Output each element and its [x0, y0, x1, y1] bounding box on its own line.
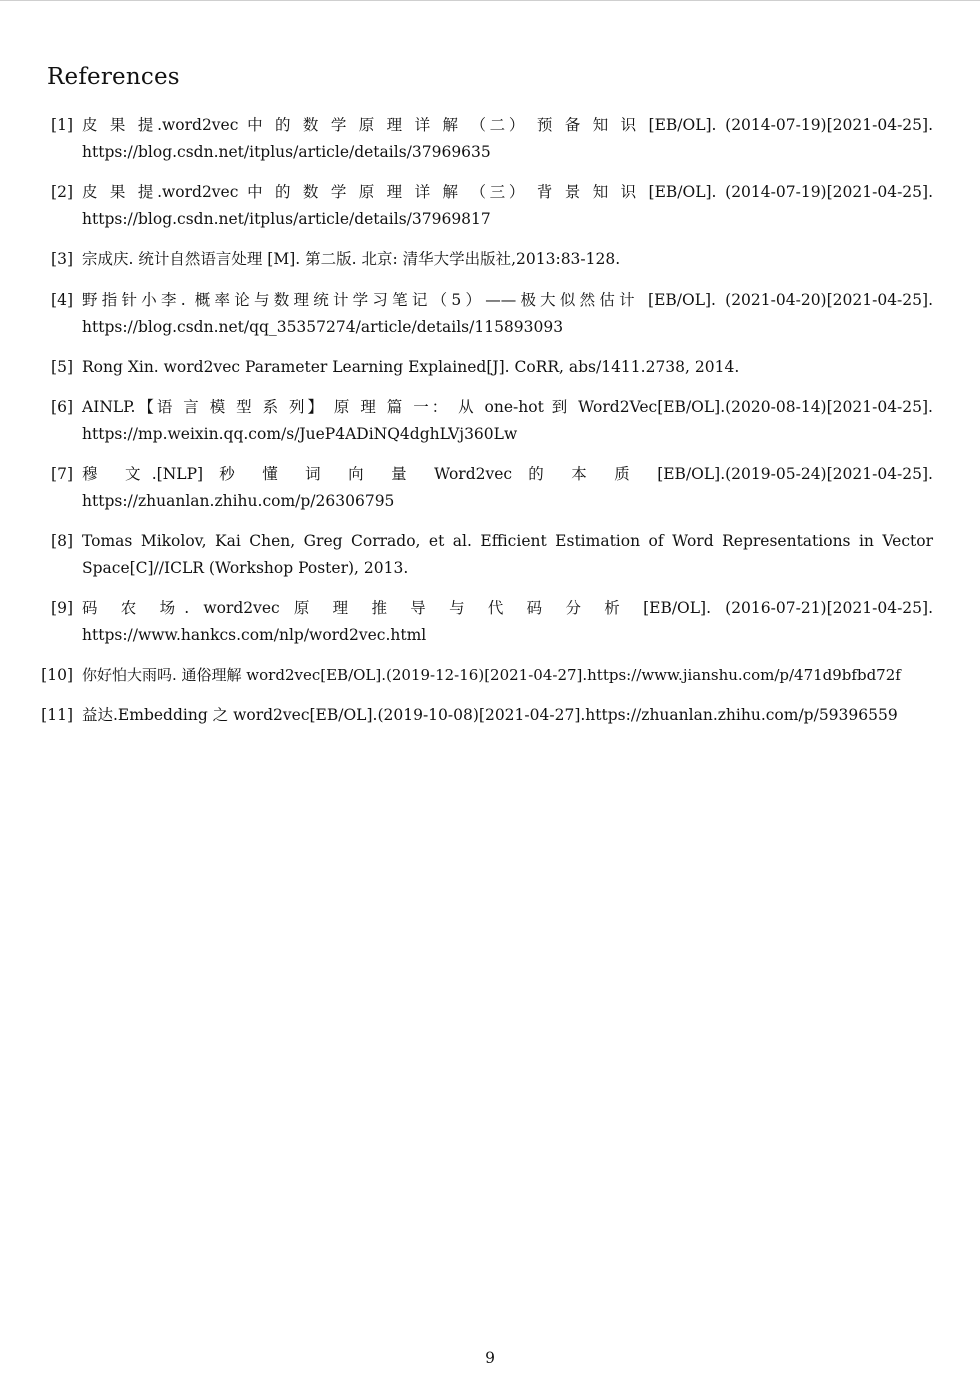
- reference-number: [2]: [51, 183, 73, 201]
- reference-number: [6]: [51, 398, 73, 416]
- reference-number: [9]: [51, 599, 73, 617]
- reference-text-line: Rong Xin. word2vec Parameter Learning Explained[J]. CoRR, abs/1411.2738, 2014.: [82, 358, 740, 376]
- reference-text-line: 野指针小李. 概率论与数理统计学习笔记（5）——极大似然估计 [EB/OL]. (2021-04-20)[2021-04-25].: [82, 291, 933, 309]
- reference-number: [1]: [51, 116, 73, 134]
- page-number: 9: [485, 1349, 495, 1367]
- reference-text-line: 你好怕大雨吗. 通俗理解 word2vec[EB/OL].(2019-12-16)[2021-04-27].https://www.jianshu.com/p/471d9bfbd72f: [82, 666, 901, 684]
- reference-number: [5]: [51, 358, 73, 376]
- reference-url[interactable]: https://zhuanlan.zhihu.com/p/26306795: [82, 492, 395, 510]
- reference-text-line: 码 农 场. word2vec 原 理 推 导 与 代 码 分 析 [EB/OL]. (2016-07-21)[2021-04-25].: [82, 599, 933, 617]
- reference-number: [4]: [51, 291, 73, 309]
- reference-text-line: 皮 果 提.word2vec 中 的 数 学 原 理 详 解 （二） 预 备 知 识 [EB/OL]. (2014-07-19)[2021-04-25].: [82, 116, 933, 134]
- reference-number: [8]: [51, 532, 73, 550]
- reference-text-line: Space[C]//ICLR (Workshop Poster), 2013.: [82, 559, 409, 577]
- reference-number: [3]: [51, 250, 73, 268]
- reference-text-line: AINLP.【语 言 模 型 系 列】 原 理 篇 一： 从 one-hot 到 Word2Vec[EB/OL].(2020-08-14)[2021-04-25].: [82, 398, 933, 416]
- reference-url[interactable]: https://blog.csdn.net/itplus/article/details/37969817: [82, 210, 491, 228]
- reference-text-line: Tomas Mikolov, Kai Chen, Greg Corrado, et al. Efficient Estimation of Word Representations in Vector: [82, 532, 933, 550]
- reference-number: [11]: [41, 706, 73, 724]
- reference-text-line: 穆 文.[NLP] 秒 懂 词 向 量 Word2vec 的 本 质 [EB/OL].(2019-05-24)[2021-04-25].: [82, 465, 933, 483]
- reference-text-line: 宗成庆. 统计自然语言处理 [M]. 第二版. 北京: 清华大学出版社,2013:83-128.: [82, 250, 621, 268]
- reference-url[interactable]: https://blog.csdn.net/qq_35357274/article/details/115893093: [82, 318, 564, 336]
- reference-url[interactable]: https://mp.weixin.qq.com/s/JueP4ADiNQ4dghLVj360Lw: [82, 425, 518, 443]
- reference-url[interactable]: https://blog.csdn.net/itplus/article/details/37969635: [82, 143, 491, 161]
- page-top-border: [0, 0, 980, 1]
- reference-text-line: 益达.Embedding 之 word2vec[EB/OL].(2019-10-08)[2021-04-27].https://zhuanlan.zhihu.com/p/59396559: [82, 706, 898, 724]
- reference-number: [7]: [51, 465, 73, 483]
- section-title: References: [47, 64, 180, 90]
- reference-number: [10]: [41, 666, 73, 684]
- reference-text-line: 皮 果 提.word2vec 中 的 数 学 原 理 详 解 （三） 背 景 知 识 [EB/OL]. (2014-07-19)[2021-04-25].: [82, 183, 933, 201]
- reference-url[interactable]: https://www.hankcs.com/nlp/word2vec.html: [82, 626, 427, 644]
